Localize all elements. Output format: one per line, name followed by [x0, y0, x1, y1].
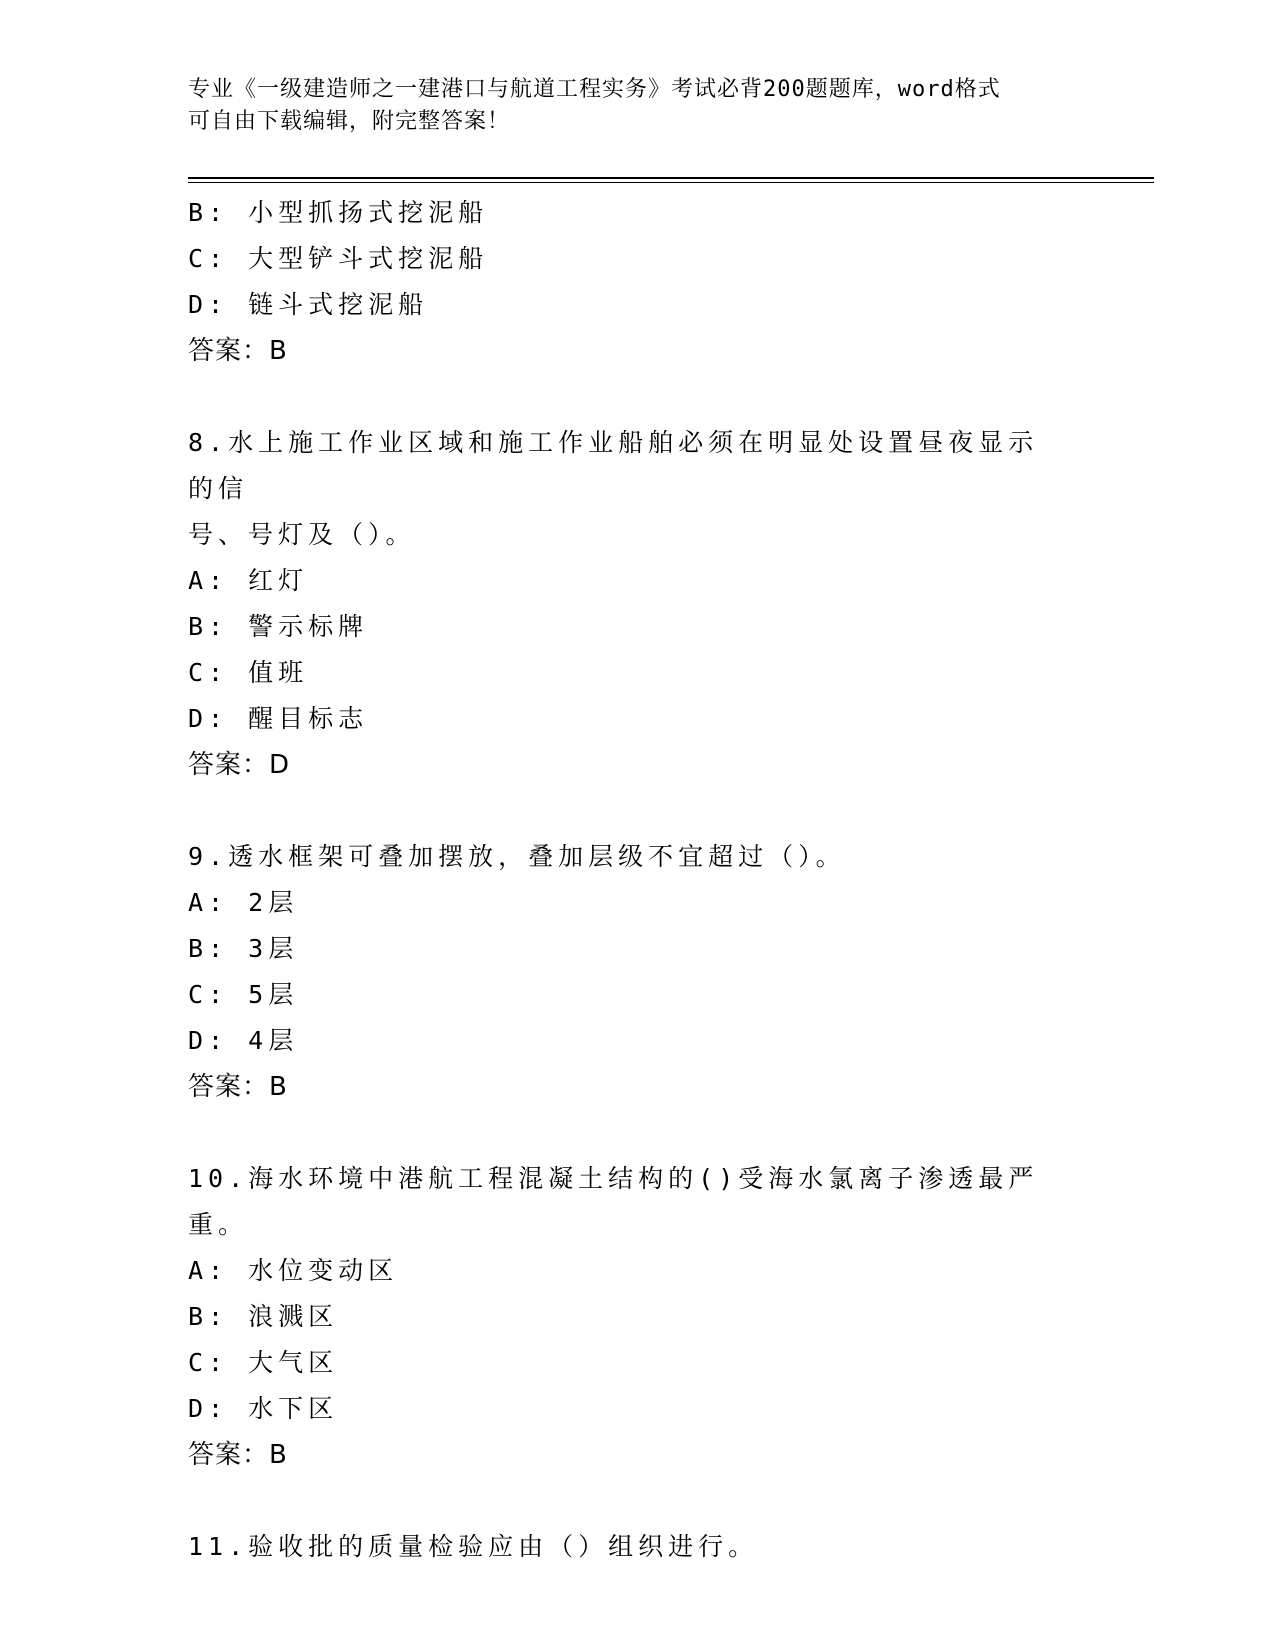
question-11 [188, 1524, 1088, 1570]
option-b: B: 3层 [188, 934, 299, 963]
header-line-1: 专业《一级建造师之一建港口与航道工程实务》考试必背200题题库，word格式 [188, 77, 1001, 102]
option-a: A: 水位变动区 [188, 1256, 399, 1285]
option-b: B: 警示标牌 [188, 612, 369, 641]
option-d: D: 链斗式挖泥船 [188, 290, 429, 319]
option-c: C: 值班 [188, 658, 309, 687]
question-stem: 11.验收批的质量检验应由（）组织进行。 [188, 1532, 759, 1561]
question-stem-line-2: 号、号灯及（）。 [188, 520, 416, 549]
question-7-tail [188, 190, 1088, 374]
answer: 答案：B [188, 1440, 288, 1470]
option-d: D: 水下区 [188, 1394, 339, 1423]
option-b: B: 小型抓扬式挖泥船 [188, 198, 489, 227]
document-header [188, 74, 1068, 138]
spacer [188, 374, 1088, 420]
option-c: C: 大型铲斗式挖泥船 [188, 244, 489, 273]
question-stem: 10.海水环境中港航工程混凝土结构的()受海水氯离子渗透最严重。 [188, 1164, 1039, 1239]
question-8 [188, 420, 1088, 788]
spacer [188, 1110, 1088, 1156]
option-c: C: 大气区 [188, 1348, 339, 1377]
answer: 答案：D [188, 750, 291, 780]
header-divider [188, 177, 1154, 183]
question-list [188, 190, 1088, 1570]
answer: 答案：B [188, 336, 288, 366]
question-10 [188, 1156, 1088, 1478]
spacer [188, 788, 1088, 834]
option-a: A: 2层 [188, 888, 299, 917]
answer: 答案：B [188, 1072, 288, 1102]
question-stem: 9.透水框架可叠加摆放，叠加层级不宜超过（）。 [188, 842, 846, 871]
option-b: B: 浪溅区 [188, 1302, 339, 1331]
header-line-2: 可自由下载编辑，附完整答案！ [188, 109, 511, 134]
question-stem-line-1: 8.水上施工作业区域和施工作业船舶必须在明显处设置昼夜显示的信 [188, 428, 1039, 503]
option-c: C: 5层 [188, 980, 299, 1009]
question-9 [188, 834, 1088, 1110]
option-d: D: 4层 [188, 1026, 299, 1055]
spacer [188, 1478, 1088, 1524]
option-a: A: 红灯 [188, 566, 309, 595]
option-d: D: 醒目标志 [188, 704, 369, 733]
